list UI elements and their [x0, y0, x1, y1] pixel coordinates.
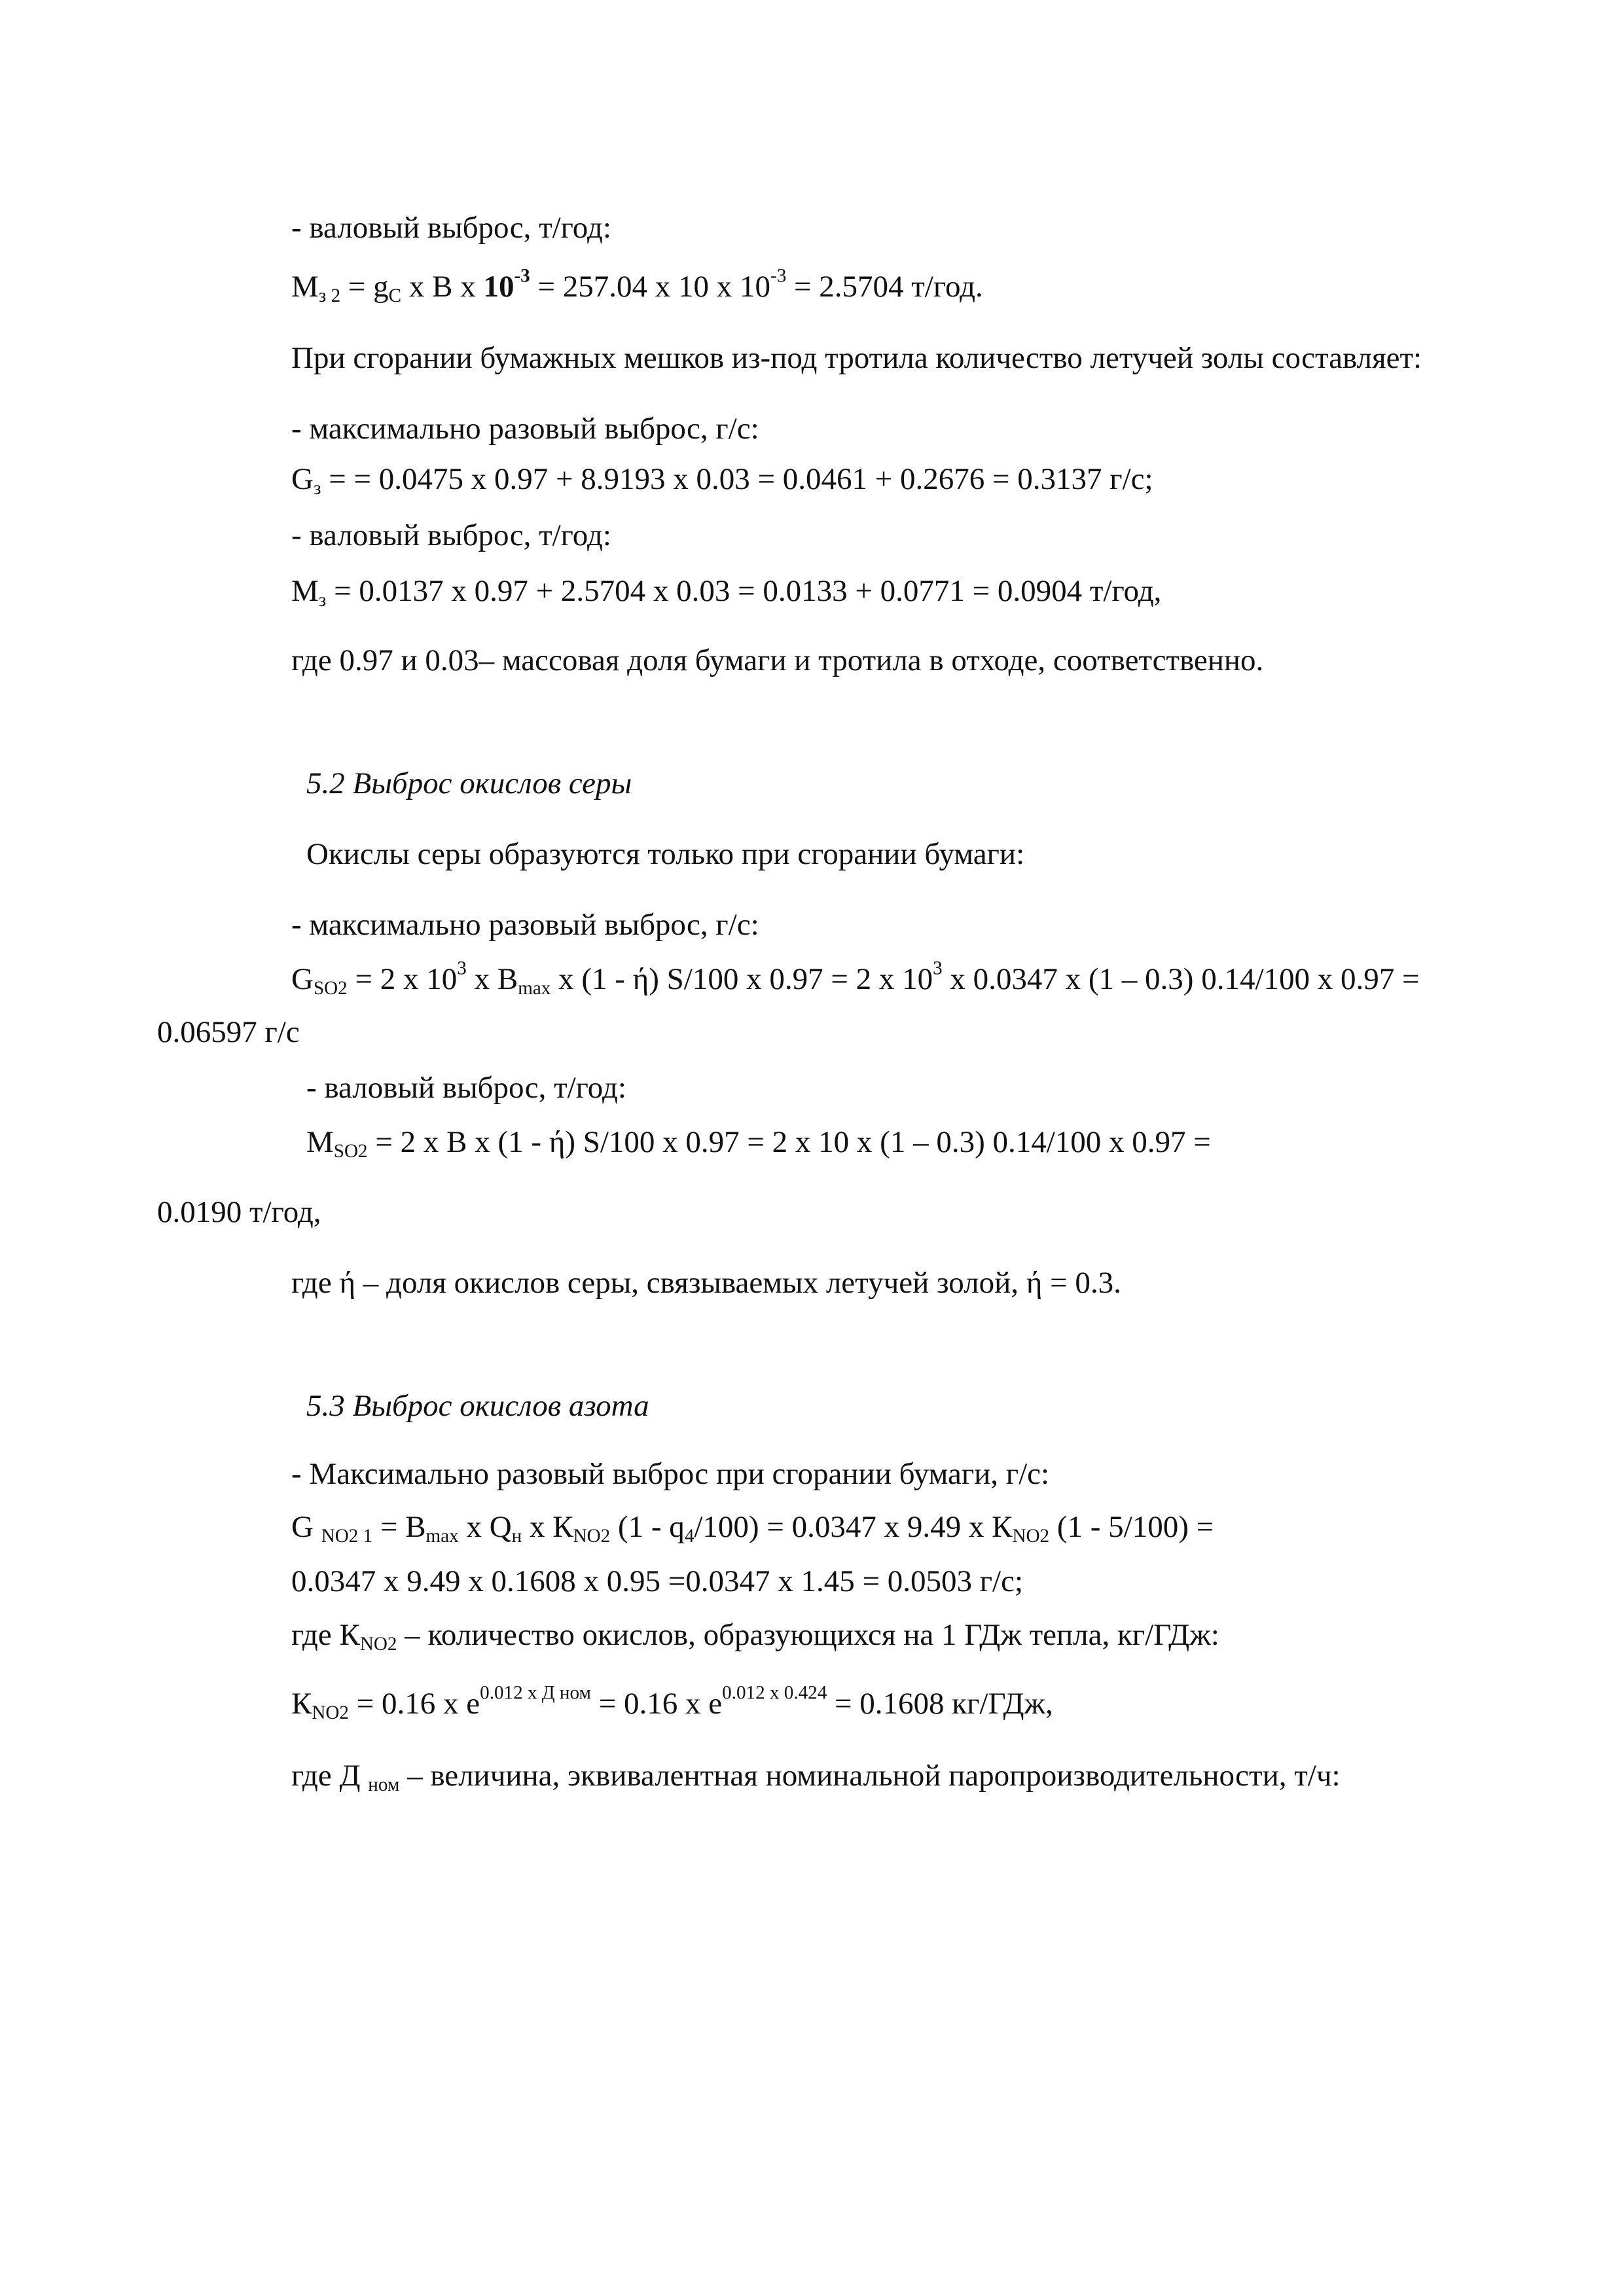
- fly-ash-intro: При сгорании бумажных мешков из-под тротила количество летучей золы составляет:: [291, 341, 1422, 375]
- k-no2-definition: где $К_{NO2}$ – количество окислов, образующихся на 1 ГДж тепла, кг/ГДж:: [291, 1618, 1219, 1655]
- formula-m-so2: $М_{SO2} = 2$ х В х (1 - ή) S/100 х 0.97 = 2 х 10 х (1 – 0.3) 0.14/100 х 0.97 =: [306, 1125, 1211, 1162]
- gross-emission-label-1: - валовый выброс, т/год:: [291, 211, 611, 245]
- formula-g-no2-result: 0.0347 х 9.49 х 0.1608 х 0.95 =0.0347 х 1.45 = 0.0503 г/с;: [291, 1564, 1024, 1598]
- eta-definition: где ή – доля окислов серы, связываемых летучей золой, ή = 0.3.: [291, 1266, 1121, 1300]
- max-emission-paper-label: - Максимально разовый выброс при сгорании бумаги, г/с:: [291, 1457, 1050, 1491]
- section-heading-5-2: 5.2 Выброс окислов серы: [306, 766, 632, 800]
- sulfur-oxides-intro: Окислы серы образуются только при сгорании бумаги:: [306, 837, 1025, 871]
- formula-g-so2-result: 0.06597 г/с: [157, 1015, 300, 1049]
- formula-g-so2: $G_{SO2} = 2$ х $10^3$ х $В_{max}$ х (1 - ή) S/100 х 0.97 = 2 х $10^3$ х 0.0347 х (1 – 0.3) 0.14/100 х 0.97 =: [291, 958, 1420, 999]
- mass-fraction-note: где 0.97 и 0.03– массовая доля бумаги и тротила в отходе, соответственно.: [291, 643, 1264, 677]
- gross-emission-label-2: - валовый выброс, т/год:: [291, 518, 611, 552]
- formula-g-no2: G $_{NO2 1} = В_{max}$ х $Q_н$ х $К_{NO2}$ $(1 - q_4/100) = 0.0347$ х 9.49 х $К_{NO2}$ (1 - 5/100) =: [291, 1510, 1214, 1547]
- max-emission-label-2: - максимально разовый выброс, г/с:: [291, 908, 759, 942]
- max-emission-label-1: - максимально разовый выброс, г/с:: [291, 412, 759, 446]
- formula-k-no2: $К_{NO2} = 0.16$ х $е^{0.012 х Д ном} = 0.16$ х $е^{0.012 х 0.424} = 0.1608$ кг/ГДж,: [291, 1682, 1053, 1724]
- formula-m-z2: $М_{з 2} = g_С$ х В х $10^{-3} = 257.04$ х 10 х $10^{-3} = 2.5704$ т/год.: [291, 265, 983, 307]
- section-heading-5-3: 5.3 Выброс окислов азота: [306, 1389, 649, 1423]
- formula-m-z: $М_з = 0.0137$ х 0.97 + 2.5704 х 0.03 = 0.0133 + 0.0771 = 0.0904 т/год,: [291, 574, 1162, 611]
- formula-m-so2-result: 0.0190 т/год,: [157, 1195, 321, 1229]
- gross-emission-label-3: - валовый выброс, т/год:: [306, 1071, 626, 1105]
- formula-g-z: $G_з$ = = 0.0475 х 0.97 + 8.9193 х 0.03 = 0.0461 + 0.2676 = 0.3137 г/с;: [291, 462, 1153, 499]
- d-nom-definition: где Д $_{ном}$ – величина, эквивалентная номинальной паропроизводительности, т/ч:: [291, 1759, 1341, 1796]
